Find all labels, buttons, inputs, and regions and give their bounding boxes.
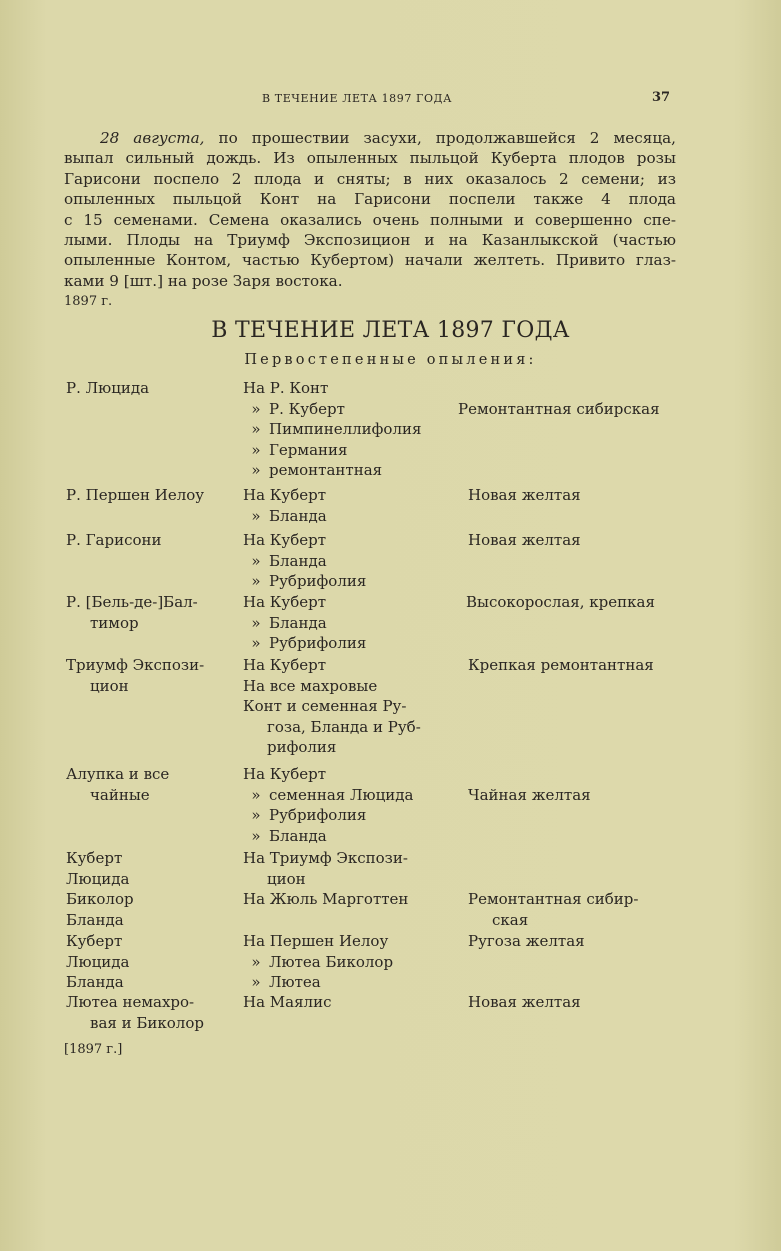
ditto-mark: » — [251, 551, 261, 570]
variety-line: Алупка и все — [66, 765, 170, 783]
pollinator-line: На Триумф Экспози- — [243, 849, 408, 867]
paragraph-line: выпал сильный дождь. Из опыленных пыльцой Куберта плодов розы — [64, 149, 676, 168]
rose-variety-cell — [66, 848, 226, 889]
running-head: В ТЕЧЕНИЕ ЛЕТА 1897 ГОДА — [262, 92, 453, 105]
result-line: Ремонтантная сибирская — [458, 399, 660, 418]
result-cell — [468, 931, 718, 952]
variety-line: Куберт — [66, 849, 123, 867]
result-cell — [468, 655, 718, 676]
ditto-mark: » — [251, 506, 261, 525]
rose-variety-cell — [66, 530, 226, 551]
rose-variety-cell — [66, 931, 226, 993]
pollinator-line: На Куберт — [243, 531, 327, 549]
page-number: 37 — [652, 90, 671, 105]
pollinator-cell — [243, 655, 443, 758]
result-line: Высокорослая, крепкая — [466, 593, 655, 611]
pollinator-line: » Бланда — [243, 551, 443, 572]
variety-line: Р. [Бель-де-]Бал- — [66, 593, 198, 611]
variety-line: Р. Першен Иелоу — [66, 486, 205, 504]
pollinator-cell — [243, 378, 443, 481]
result-cell — [458, 378, 708, 419]
variety-line: цион — [90, 676, 129, 695]
pollinator-line: » Лютеа — [243, 972, 443, 993]
variety-line: Бланда — [66, 973, 124, 991]
paragraph-line: опыленные Контом, частью Кубертом) начали желтеть. Привито глаз- — [64, 251, 676, 270]
ditto-mark: » — [251, 785, 261, 804]
result-line: Новая желтая — [468, 486, 581, 504]
paragraph-line: опыленных пыльцой Конт на Гарисони поспели также 4 плода — [64, 190, 676, 209]
ditto-mark: » — [251, 440, 261, 459]
pollinator-line: » Бланда — [243, 613, 443, 634]
ditto-mark: » — [251, 399, 261, 418]
ditto-mark: » — [251, 952, 261, 971]
variety-line: Триумф Экспози- — [66, 656, 205, 674]
variety-line: Лютеа немахро- — [66, 993, 195, 1011]
pollinator-line: На Куберт — [243, 656, 327, 674]
section-title: В ТЕЧЕНИЕ ЛЕТА 1897 ГОДА — [211, 318, 570, 343]
result-line: Ругоза желтая — [468, 932, 585, 950]
variety-line: Люцида — [66, 869, 130, 888]
pollinator-line: На Куберт — [243, 593, 327, 611]
pollinator-cell — [243, 992, 443, 1013]
paragraph-line: лыми. Плоды на Триумф Экспозицион и на Казанлыкской (частью — [64, 231, 676, 250]
pollinator-line: » Рубрифолия — [243, 633, 443, 654]
variety-line: Р. Люцида — [66, 379, 150, 397]
rose-variety-cell — [66, 655, 226, 696]
pollinator-line: На Маялис — [243, 993, 332, 1011]
section-subtitle: Первостепенные опыления: — [244, 352, 537, 368]
rose-variety-cell — [66, 485, 226, 506]
paragraph-line: Гарисони поспело 2 плода и сняты; в них оказалось 2 семени; из — [64, 169, 676, 188]
variety-line: чайные — [90, 785, 150, 804]
pollinator-line: » Рубрифолия — [243, 805, 443, 826]
ditto-mark: » — [251, 806, 261, 824]
result-line: ская — [492, 910, 529, 929]
year-note-bottom: [1897 г.] — [64, 1042, 123, 1057]
pollinator-cell — [243, 848, 443, 889]
result-cell — [468, 889, 718, 930]
result-cell — [468, 530, 718, 551]
paragraph-line: ками 9 [шт.] на розе Заря востока. — [64, 271, 343, 290]
variety-line: Куберт — [66, 932, 123, 950]
result-line: Крепкая ремонтантная — [468, 656, 654, 674]
pollinator-cell — [243, 592, 443, 654]
variety-line: Р. Гарисони — [66, 531, 162, 549]
variety-line: вая и Биколор — [90, 1013, 204, 1032]
result-cell — [466, 592, 716, 613]
pollinator-cell — [243, 485, 443, 526]
result-line — [458, 378, 708, 399]
result-line: Новая желтая — [468, 993, 581, 1011]
result-cell — [468, 764, 718, 805]
paragraph-line: с 15 семенами. Семена оказались очень полными и совершенно спе- — [64, 210, 676, 229]
year-note: 1897 г. — [64, 294, 113, 309]
rose-variety-cell — [66, 992, 226, 1033]
result-line: Ремонтантная сибир- — [468, 890, 639, 908]
pollinator-line: рифолия — [267, 738, 337, 756]
pollinator-line: » Германия — [243, 440, 443, 461]
pollinator-line: Конт и семенная Ру- — [243, 697, 407, 715]
pollinator-line: На Р. Конт — [243, 379, 329, 397]
rose-variety-cell — [66, 592, 226, 633]
rose-variety-cell — [66, 764, 226, 805]
ditto-mark: » — [251, 826, 261, 845]
ditto-mark: » — [251, 420, 261, 438]
pollinator-line: На Першен Иелоу — [243, 932, 389, 950]
pollinator-line: На Жюль Марготтен — [243, 890, 409, 908]
pollinator-line: » ремонтантная — [243, 460, 443, 481]
rose-variety-cell — [66, 889, 226, 930]
pollinator-line: » семенная Люцида — [243, 785, 443, 806]
result-line: Чайная желтая — [468, 785, 591, 804]
pollinator-line: На все махровые — [243, 676, 378, 695]
pollinator-cell — [243, 889, 443, 910]
pollinator-line: » Рубрифолия — [243, 571, 443, 592]
result-cell — [468, 485, 718, 506]
paragraph-line: 28 августа, по прошествии засухи, продолжавшейся 2 месяца, — [100, 129, 676, 147]
result-cell — [468, 992, 718, 1013]
result-line — [468, 764, 718, 785]
pollinator-line: » Бланда — [243, 826, 443, 847]
ditto-mark: » — [251, 973, 261, 991]
rose-variety-cell — [66, 378, 226, 399]
ditto-mark: » — [251, 572, 261, 590]
variety-line: тимор — [90, 613, 139, 632]
ditto-mark: » — [251, 461, 261, 479]
pollinator-line: На Куберт — [243, 486, 327, 504]
result-line: Новая желтая — [468, 531, 581, 549]
pollinator-line: гоза, Бланда и Руб- — [267, 717, 421, 736]
pollinator-cell — [243, 764, 443, 846]
ditto-mark: » — [251, 613, 261, 632]
pollinator-cell — [243, 931, 443, 993]
pollinator-line: » Пимпинеллифолия — [243, 419, 443, 440]
ditto-mark: » — [251, 634, 261, 652]
pollinator-line: цион — [267, 869, 306, 888]
variety-line: Люцида — [66, 952, 130, 971]
pollinator-line: На Куберт — [243, 765, 327, 783]
pollinator-cell — [243, 530, 443, 592]
pollinator-line: » Р. Куберт — [243, 399, 443, 420]
variety-line: Биколор — [66, 890, 134, 908]
pollinator-line: » Лютеа Биколор — [243, 952, 443, 973]
variety-line: Бланда — [66, 910, 124, 929]
diary-paragraph — [64, 128, 676, 291]
entry-date: 28 августа, — [100, 129, 205, 147]
pollinator-line: » Бланда — [243, 506, 443, 527]
